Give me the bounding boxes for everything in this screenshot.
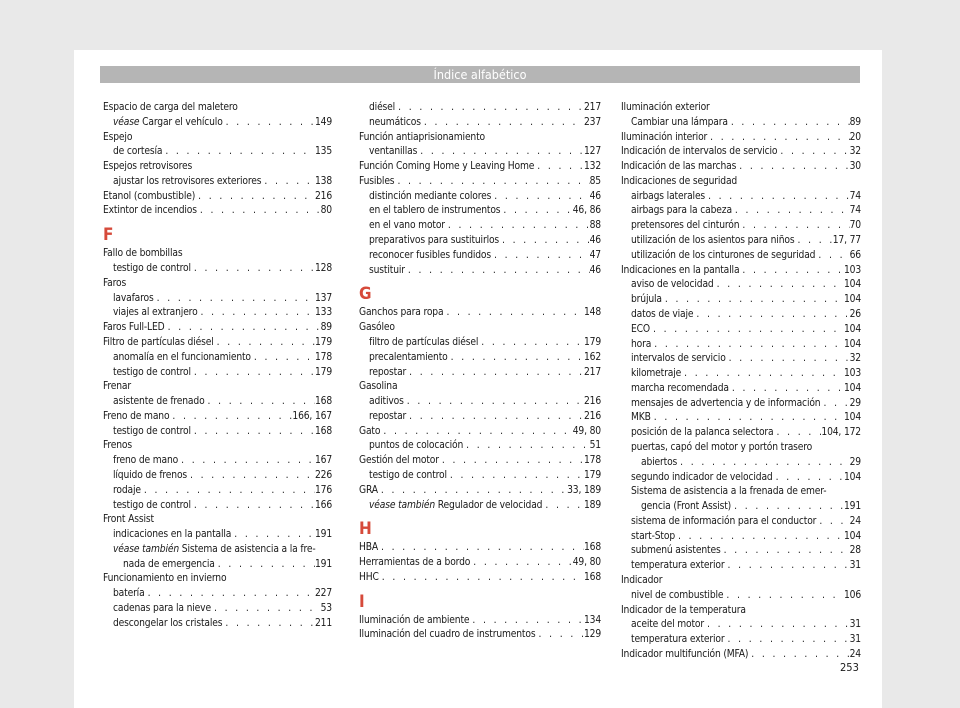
index-entry: testigo de control . . . 179 — [359, 469, 601, 484]
index-heading: Espacio de carga del maletero — [103, 102, 238, 113]
index-entry: airbags para la cabeza . . . 74 — [621, 204, 861, 219]
index-entry: hora . . . 104 — [621, 338, 861, 353]
index-entry: datos de viaje . . . 26 — [621, 308, 861, 323]
index-entry: en el tablero de instrumentos . . . 46, 86 — [359, 204, 601, 219]
index-entry: aceite del motor . . . 31 — [621, 618, 861, 633]
index-entry: véase también Regulador de velocidad . . . 189 — [359, 499, 601, 514]
index-entry: sustituir . . . 46 — [359, 264, 601, 279]
index-entry: lavafaros . . . 137 — [103, 292, 332, 307]
index-heading: Espejos retrovisores — [103, 161, 193, 173]
index-entry: puntos de colocación . . . 51 — [359, 439, 601, 454]
index-entry: Freno de mano . . . 166, 167 — [103, 410, 332, 425]
page-title: Índice alfabético — [100, 66, 860, 83]
index-entry: submenú asistentes . . . 28 — [621, 544, 861, 559]
index-heading: Espejo — [103, 131, 133, 143]
index-entry: MKB . . . 104 — [621, 411, 861, 426]
index-entry: repostar . . . 217 — [359, 366, 601, 381]
index-entry: start-Stop . . . 104 — [621, 530, 861, 545]
index-entry: Indicación de las marchas . . . 30 — [621, 160, 861, 175]
index-heading: Gasolina — [359, 381, 398, 393]
index-entry: precalentamiento . . . 162 — [359, 351, 601, 366]
index-entry: rodaje . . . 176 — [103, 484, 332, 499]
index-entry: testigo de control . . . 128 — [103, 262, 332, 277]
index-entry: Iluminación del cuadro de instrumentos . . . 129 — [359, 628, 601, 643]
index-entry: Indicación de intervalos de servicio . . . 32 — [621, 145, 861, 160]
index-entry: segundo indicador de velocidad . . . 104 — [621, 471, 861, 486]
index-entry: Gestión del motor . . . 178 — [359, 454, 601, 469]
index-entry: utilización de los asientos para niños . . . 17, 77 — [621, 234, 861, 249]
index-entry: airbags laterales . . . 74 — [621, 190, 861, 205]
index-entry: sistema de información para el conductor . . . 24 — [621, 515, 861, 530]
index-entry: nada de emergencia . . . 191 — [103, 558, 332, 573]
index-entry: Función Coming Home y Leaving Home . . . 132 — [359, 160, 601, 175]
index-heading: Indicaciones de seguridad — [621, 175, 738, 187]
index-entry: Ganchos para ropa . . . 148 — [359, 306, 601, 321]
index-entry: aditivos . . . 216 — [359, 395, 601, 410]
index-entry: Iluminación interior . . . 20 — [621, 131, 861, 146]
index-entry: ajustar los retrovisores exteriores . . . 138 — [103, 175, 332, 190]
index-entry: ECO . . . 104 — [621, 323, 861, 338]
index-entry: reconocer fusibles fundidos . . . 47 — [359, 249, 601, 264]
index-heading: Faros — [103, 277, 127, 289]
section-letter-i: I — [359, 591, 365, 612]
index-entry: Gato . . . 49, 80 — [359, 425, 601, 440]
index-entry: líquido de frenos . . . 226 — [103, 469, 332, 484]
page-number: 253 — [840, 661, 859, 674]
index-entry: preparativos para sustituirlos . . . 46 — [359, 234, 601, 249]
index-entry: Cambiar una lámpara . . . 89 — [621, 116, 861, 131]
index-entry: batería . . . 227 — [103, 587, 332, 602]
index-heading: Fallo de bombillas — [103, 248, 183, 260]
index-entry: pretensores del cinturón . . . 70 — [621, 219, 861, 234]
index-column-1 — [103, 101, 332, 632]
index-entry: Indicador multifunción (MFA) . . . 24 — [621, 648, 861, 663]
index-entry: mensajes de advertencia y de información . . . 29 — [621, 397, 861, 412]
index-entry: brújula . . . 104 — [621, 293, 861, 308]
index-entry: diésel . . . 217 — [359, 101, 601, 116]
index-heading: Funcionamiento en invierno — [103, 573, 227, 585]
index-entry: abiertos . . . 29 — [621, 456, 861, 471]
index-entry: testigo de control . . . 168 — [103, 425, 332, 440]
index-entry: intervalos de servicio . . . 32 — [621, 352, 861, 367]
index-entry: HHC . . . 168 — [359, 571, 601, 586]
index-entry: indicaciones en la pantalla . . . 191 — [103, 528, 332, 543]
index-entry: testigo de control . . . 179 — [103, 366, 332, 381]
index-entry: en el vano motor . . . 88 — [359, 219, 601, 234]
index-entry: nivel de combustible . . . 106 — [621, 589, 861, 604]
section-letter-f: F — [103, 225, 114, 246]
index-column-3 — [621, 101, 861, 663]
index-entry: HBA . . . 168 — [359, 541, 601, 556]
index-entry: neumáticos . . . 237 — [359, 116, 601, 131]
index-entry: aviso de velocidad . . . 104 — [621, 278, 861, 293]
index-entry: Extintor de incendios . . . 80 — [103, 204, 332, 219]
index-heading: Gasóleo — [359, 322, 395, 334]
index-heading: Frenar — [103, 381, 132, 393]
index-entry: kilometraje . . . 103 — [621, 367, 861, 382]
index-entry: Fusibles . . . 85 — [359, 175, 601, 190]
index-entry: Iluminación de ambiente . . . 134 — [359, 614, 601, 629]
index-heading: Indicador de la temperatura — [621, 604, 746, 616]
index-entry: asistente de frenado . . . 168 — [103, 395, 332, 410]
index-heading: Iluminación exterior — [621, 102, 710, 113]
index-heading: puertas, capó del motor y portón trasero — [631, 441, 813, 453]
index-entry: ventanillas . . . 127 — [359, 145, 601, 160]
index-entry: véase Cargar el vehículo . . . 149 — [103, 116, 332, 131]
index-entry: temperatura exterior . . . 31 — [621, 633, 861, 648]
index-entry: viajes al extranjero . . . 133 — [103, 306, 332, 321]
index-entry: repostar . . . 216 — [359, 410, 601, 425]
index-entry: marcha recomendada . . . 104 — [621, 382, 861, 397]
index-heading: Función antiaprisionamiento — [359, 131, 485, 143]
index-heading: Indicador — [621, 575, 663, 586]
index-entry: descongelar los cristales . . . 211 — [103, 617, 332, 632]
index-entry: posición de la palanca selectora . . . 104, 172 — [621, 426, 861, 441]
index-entry: de cortesía . . . 135 — [103, 145, 332, 160]
index-entry: Filtro de partículas diésel . . . 179 — [103, 336, 332, 351]
index-entry: freno de mano . . . 167 — [103, 454, 332, 469]
index-entry: Faros Full-LED . . . 89 — [103, 321, 332, 336]
index-entry: anomalía en el funcionamiento . . . 178 — [103, 351, 332, 366]
index-entry: distinción mediante colores . . . 46 — [359, 190, 601, 205]
section-letter-g: G — [359, 284, 372, 305]
index-heading: Frenos — [103, 440, 133, 452]
index-entry: utilización de los cinturones de seguridad . . . 66 — [621, 249, 861, 264]
index-entry: temperatura exterior . . . 31 — [621, 559, 861, 574]
index-entry: cadenas para la nieve . . . 53 — [103, 602, 332, 617]
index-heading: Front Assist — [103, 514, 154, 526]
index-column-2 — [359, 101, 601, 643]
index-entry: filtro de partículas diésel . . . 179 — [359, 336, 601, 351]
section-letter-h: H — [359, 519, 372, 540]
index-entry: Herramientas de a bordo . . . 49, 80 — [359, 556, 601, 571]
index-entry: Etanol (combustible) . . . 216 — [103, 190, 332, 205]
index-entry: Indicaciones en la pantalla . . . 103 — [621, 264, 861, 279]
index-entry: testigo de control . . . 166 — [103, 499, 332, 514]
index-entry: GRA . . . 33, 189 — [359, 484, 601, 499]
index-heading: Sistema de asistencia a la frenada de emer- — [631, 486, 827, 498]
index-see-also: véase también Sistema de asistencia a la fre- — [113, 543, 316, 555]
index-entry: gencia (Front Assist) . . . 191 — [621, 500, 861, 515]
